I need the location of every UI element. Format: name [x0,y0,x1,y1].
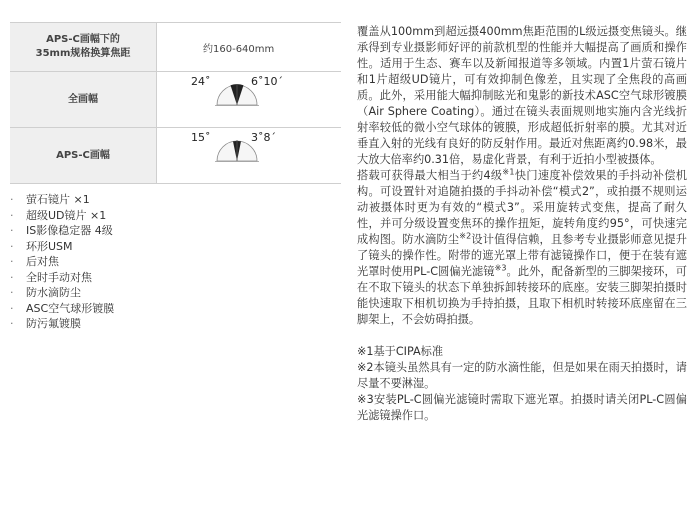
spec-value-full-frame [157,72,342,128]
list-item: · 后对焦 [10,255,59,268]
angle-tele-aps-c: 3˚8´ [251,131,276,144]
spec-value-focal-length: 约160-640mm [157,23,342,72]
list-item: · 全时手动对焦 [10,270,92,284]
list-item: · 防水滴防尘 [10,286,81,299]
list-item: · IS影像稳定器 4级 [10,224,113,237]
list-item: · 萤石镜片 ×1 [10,193,90,206]
spec-label-line1: APS-C画幅下的 [46,34,120,45]
spec-label-full-frame: 全画幅 [10,72,157,128]
spec-row-aps-c [10,128,341,184]
footnote-ref-1: ※1 [502,167,515,177]
spec-row-focal-length [10,23,341,72]
spec-value-aps-c [157,128,342,184]
footnote-ref-3: ※3 [494,263,507,273]
spec-table [10,22,341,184]
angle-wide-full-frame: 24˚ [191,75,211,88]
footnote-3: ※3安装PL-C圆偏光滤镜时需取下遮光罩。拍摄时请关闭PL-C圆偏光滤镜操作口。 [357,393,687,422]
footnote-ref-2: ※2 [459,231,472,241]
list-item: · ASC空气球形镀膜 [10,301,115,315]
list-item: · 超级UD镜片 ×1 [10,208,107,222]
spec-label-line2: 35mm规格换算焦距 [35,48,131,59]
footnote-2: ※2本镜头虽然具有一定的防水滴性能，但是如果在雨天拍摄时，请尽量不要淋湿。 [357,361,687,390]
feature-list [10,192,114,332]
product-description [357,24,687,424]
list-item: · 防污氟镀膜 [10,317,81,330]
list-item: · 环形USM [10,239,73,253]
description-paragraph-1: 覆盖从100mm到超远摄400mm焦距范围的L级远摄变焦镜头。继承得到专业摄影师好评的前款机型的性能并大幅提高了画质和操作性。适用于生态、赛车以及新闻报道等多领域。内置1片萤石镜片和1片超级UD镜片，可有效抑制色像差，且实现了全焦段的高画质。此外，采用能大幅抑制眩光和鬼影的新技术ASC空气球形镀膜（Air Sphere Coating）。通过在镜头表面规则地实施内含光线折射率较低的微小空气球体的镀膜，形成超低折射率的膜。尤其对近垂直入射的光线有良好的防反射作用。最近对焦距离约0.98米，最大放大倍率约0.31倍，易虚化背景，有利于近拍小型被摄体。 [357,25,687,166]
angle-wide-aps-c: 15˚ [191,131,211,144]
spec-label-aps-c: APS-C画幅 [10,128,157,184]
angle-tele-full-frame: 6˚10´ [251,75,283,88]
spec-label-focal-length [10,23,157,72]
description-paragraph-2: 搭载可获得最大相当于约4级$^{※1}$快门速度补偿效果的手抖动补偿机构。可设置针对追随拍摄的手抖动补偿“模式2”，或拍摄不规则运动被摄体时更为有效的“模式3”。采用旋转式变焦，提高了耐久性，并可分级设置变焦环的操作扭矩，旋转角度约95°，可快速完成构图。防水滴防尘$^{※2}$设计值得信赖，且参考专业摄影师意见提升了镜头的操作性。附带的遮光罩上带有滤镜操作口，便于在装有遮光罩时使用PL-C圆偏光滤镜$^{※3}$。此外，配备新型的三脚架接环，可在不取下镜头的状态下单独拆卸转接环的底座。安装三脚架拍摄时能快速取下相机切换为手持拍摄，且取下相机时转接环底座留在三脚架上，不会妨碍拍摄。 [357,167,687,326]
spec-row-full-frame [10,72,341,128]
footnote-1: ※1基于CIPA标准 [357,345,444,358]
